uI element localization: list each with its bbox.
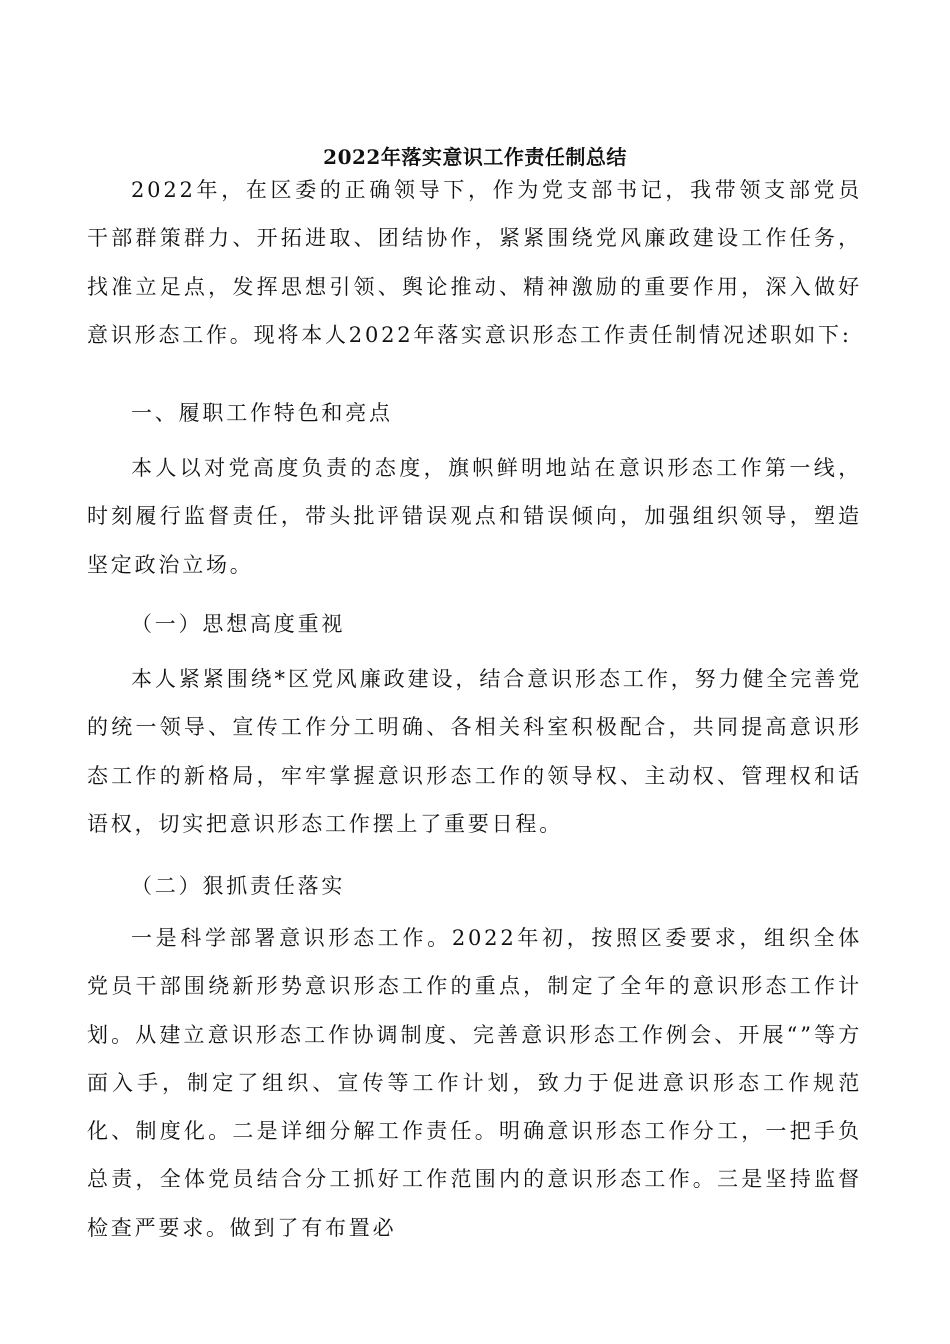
section-heading-1: 一、履职工作特色和亮点 (131, 401, 393, 425)
document-title: 2022年落实意识工作责任制总结 (323, 145, 627, 169)
subsection-1-paragraph: 本人紧紧围绕*区党风廉政建设，结合意识形态工作，努力健全完善党的统一领导、宣传工作分工明确、各相关科室积极配合，共同提高意识形态工作的新格局，牢牢掌握意识形态工作的领导权、主动权、管理权和话语权，切实把意识形态工作摆上了重要日程。 (87, 667, 862, 836)
section-1-paragraph: 本人以对党高度负责的态度，旗帜鲜明地站在意识形态工作第一线，时刻履行监督责任，带头批评错误观点和错误倾向，加强组织领导，塑造坚定政治立场。 (87, 456, 862, 577)
intro-paragraph: 2022年，在区委的正确领导下，作为党支部书记，我带领支部党员干部群策群力、开拓进取、团结协作，紧紧围绕党风廉政建设工作任务，找准立足点，发挥思想引领、舆论推动、精神激励的重要作用，深入做好意识形态工作。现将本人2022年落实意识形态工作责任制情况述职如下: (87, 178, 862, 347)
subsection-heading-1: （一）思想高度重视 (131, 612, 346, 636)
subsection-2-paragraph: 一是科学部署意识形态工作。2022年初，按照区委要求，组织全体党员干部围绕新形势意识形态工作的重点，制定了全年的意识形态工作计划。从建立意识形态工作协调制度、完善意识形态工作例会、开展“”等方面入手，制定了组织、宣传等工作计划，致力于促进意识形态工作规范化、制度化。二是详细分解工作责任。明确意识形态工作分工，一把手负总责，全体党员结合分工抓好工作范围内的意识形态工作。三是坚持监督检查严要求。做到了有布置必 (87, 926, 862, 1240)
subsection-heading-2: （二）狠抓责任落实 (131, 874, 346, 898)
